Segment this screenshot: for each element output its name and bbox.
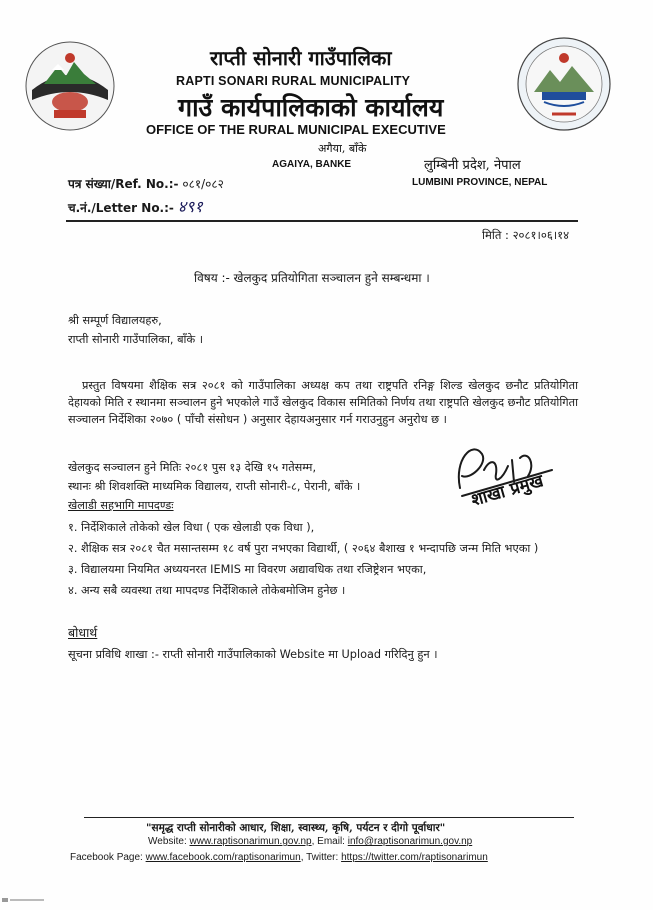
facebook-label: Facebook Page: bbox=[70, 852, 143, 863]
letter-value-handwritten: ४९१ bbox=[177, 197, 203, 216]
footer-contact-social bbox=[70, 852, 488, 863]
place-english: AGAIYA, BANKE bbox=[272, 159, 352, 170]
place-nepali: अगैया, बाँके bbox=[318, 142, 367, 155]
office-name-nepali: राप्ती सोनारी गाउँपालिका bbox=[210, 46, 392, 70]
criteria-item: २. शैक्षिक सत्र २०८१ चैत मसान्तसम्म १८ वर्ष पुरा नभएका विद्यार्थी, ( २०६४ बैशाख १ भन्दापछि जन्म मिति भएका ) bbox=[68, 542, 539, 555]
footer-contact-web-email bbox=[148, 836, 472, 847]
website-link[interactable]: www.raptisonarimun.gov.np bbox=[189, 836, 312, 847]
nepal-emblem-logo bbox=[24, 40, 116, 132]
event-period: खेलकुद सञ्चालन हुने मितिः २०८१ पुस १३ देखि १५ गतेसम्म, bbox=[68, 461, 317, 474]
office-title-english: OFFICE OF THE RURAL MUNICIPAL EXECUTIVE bbox=[146, 122, 446, 137]
note-text: सूचना प्रविधि शाखा :- राप्ती सोनारी गाउँपालिकाको Website मा Upload गरिदिनु हुन । bbox=[68, 648, 438, 661]
body-paragraph-text: प्रस्तुत विषयमा शैक्षिक सत्र २०८१ को गाउँपालिका अध्यक्ष कप तथा राष्ट्रपति रनिङ्ग शिल्ड खेलकुद छनौट प्रतियोगिता देहायको मिति र स्थानमा सञ्चालन हुने भएकोले गाउँ खेलकुद विकास समितिको निर्णय तथा राष्ट्रपति खेलकुद छनौट प्रतियोगिता सञ्चालन निर्देशिका २०७० ( पाँचौ संसोधन ) अनुसार देहायअनुसार गर्न गराउनुहुन अनुरोध छ । bbox=[68, 379, 578, 426]
footer-divider bbox=[84, 817, 574, 818]
note-title: बोधार्थ bbox=[68, 625, 98, 640]
footer-motto: "समृद्ध राप्ती सोनारीको आधार, शिक्षा, स्वास्थ्य, कृषि, पर्यटन र दीगो पूर्वाधार" bbox=[146, 822, 446, 834]
website-label: Website: bbox=[148, 836, 187, 847]
subject-line: विषय :- खेलकुद प्रतियोगिता सञ्चालन हुने सम्बन्धमा । bbox=[194, 271, 430, 285]
letter-label: च.नं./Letter No.:- bbox=[68, 201, 174, 215]
twitter-label: , Twitter: bbox=[300, 852, 339, 863]
office-title-nepali: गाउँ कार्यपालिकाको कार्यालय bbox=[178, 93, 444, 122]
scanner-watermark bbox=[2, 897, 46, 903]
header-divider bbox=[66, 220, 578, 222]
signature-image bbox=[432, 430, 572, 520]
email-label: , Email: bbox=[311, 836, 345, 847]
event-venue: स्थानः श्री शिवशक्ति माध्यमिक विद्यालय, राप्ती सोनारी-८, पेरानी, बाँके । bbox=[68, 480, 361, 493]
letter-number bbox=[68, 195, 203, 217]
province-nepali: लुम्बिनी प्रदेश, नेपाल bbox=[424, 158, 521, 173]
municipality-logo bbox=[516, 36, 612, 132]
criteria-title: खेलाडी सहभागि मापदण्डः bbox=[68, 499, 174, 512]
ref-label: पत्र संख्या/Ref. No.:- bbox=[68, 177, 179, 191]
criteria-item: ४. अन्य सबै व्यवस्था तथा मापदण्ड निर्देशिकाले तोकेबमोजिम हुनेछ । bbox=[68, 584, 346, 597]
reference-number bbox=[68, 175, 224, 192]
designation-stamp: शाखा प्रमुख bbox=[469, 471, 546, 511]
body-paragraph bbox=[68, 377, 578, 428]
province-english: LUMBINI PROVINCE, NEPAL bbox=[412, 177, 548, 188]
criteria-item: ३. विद्यालयमा नियमित अध्ययनरत IEMIS मा विवरण अद्यावधिक तथा रजिष्ट्रेशन भएका, bbox=[68, 563, 427, 576]
criteria-item: १. निर्देशिकाले तोकेको खेल विधा ( एक खेलाडी एक विधा ), bbox=[68, 521, 315, 534]
office-name-english: RAPTI SONARI RURAL MUNICIPALITY bbox=[176, 74, 411, 88]
recipient-line-1: श्री सम्पूर्ण विद्यालयहरु, bbox=[68, 314, 162, 327]
letter-date: मिति : २०८१।०६।१४ bbox=[482, 228, 570, 242]
ref-value: ०८१/०८२ bbox=[182, 177, 224, 191]
email-link[interactable]: info@raptisonarimun.gov.np bbox=[347, 836, 473, 847]
facebook-link[interactable]: www.facebook.com/raptisonarimun bbox=[145, 852, 301, 863]
twitter-link[interactable]: https://twitter.com/raptisonarimun bbox=[341, 852, 488, 863]
recipient-line-2: राप्ती सोनारी गाउँपालिका, बाँके । bbox=[68, 333, 203, 346]
